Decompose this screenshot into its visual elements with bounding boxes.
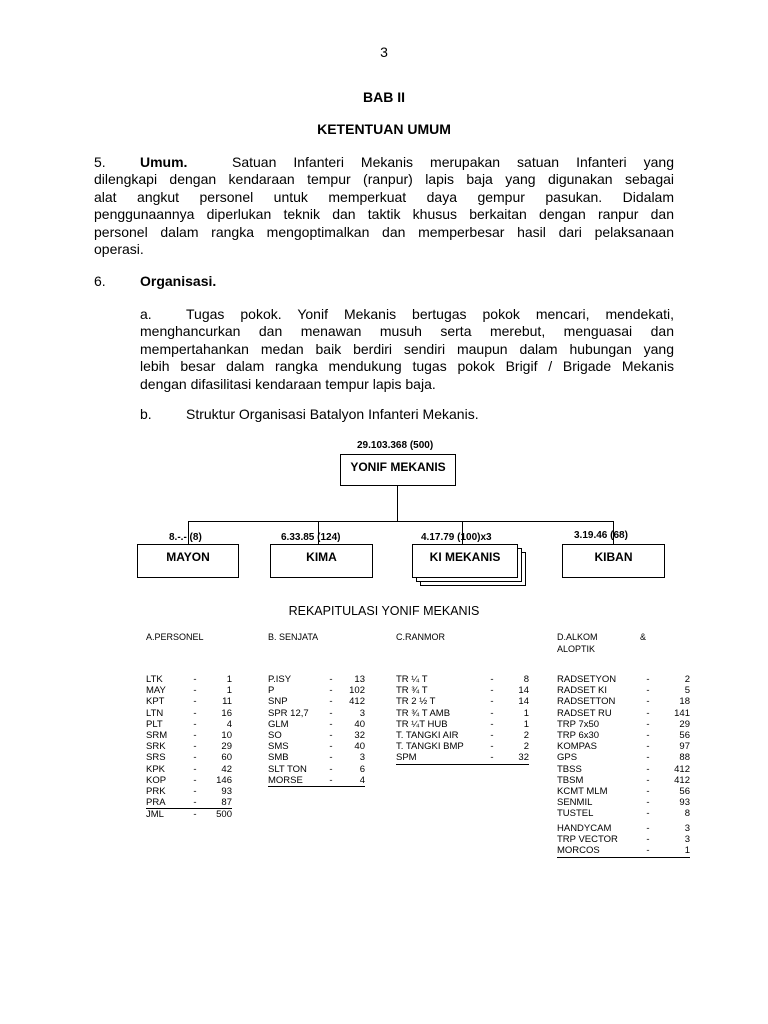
item-separator: - bbox=[646, 674, 650, 685]
section-6a-line: mempertahankan medan baik berdiri sendiri maupun dalam hubungan yang bbox=[140, 340, 674, 357]
item-value: 412 bbox=[349, 696, 365, 708]
item-value: 13 bbox=[354, 674, 365, 685]
item-value: 40 bbox=[354, 718, 365, 730]
item-separator: - bbox=[646, 774, 650, 786]
item-separator: - bbox=[646, 786, 650, 798]
item-name: TRP 7x50 bbox=[557, 718, 600, 730]
item-name: KCMT MLM bbox=[557, 786, 608, 798]
item-value: 2 bbox=[523, 741, 529, 753]
item-separator: - bbox=[329, 730, 333, 742]
item-name: TR ¾ T bbox=[396, 685, 428, 697]
table-row bbox=[268, 775, 365, 787]
alkom-table bbox=[557, 674, 690, 820]
item-separator: - bbox=[329, 718, 333, 730]
item-name: JML bbox=[146, 809, 164, 821]
item-separator: - bbox=[329, 741, 333, 753]
unit-box-mayon bbox=[137, 544, 239, 578]
item-name: T. TANGKI BMP bbox=[396, 741, 464, 753]
unit-label: KI MEKANIS bbox=[429, 550, 501, 564]
item-separator: - bbox=[490, 730, 494, 742]
item-name: T. TANGKI AIR bbox=[396, 730, 459, 742]
table-row bbox=[146, 764, 232, 775]
item-value: 8 bbox=[523, 674, 529, 685]
item-separator: - bbox=[329, 707, 333, 719]
item-name: P.ISY bbox=[268, 674, 292, 685]
item-separator: - bbox=[646, 741, 650, 753]
item-value: 102 bbox=[349, 685, 365, 697]
section-6b-text: Struktur Organisasi Batalyon Infanteri Mekanis. bbox=[186, 406, 479, 422]
item-value: 1 bbox=[523, 718, 529, 730]
item-value: 10 bbox=[221, 730, 232, 742]
item-value: 97 bbox=[679, 741, 690, 753]
section-5-line: Satuan Infanteri Mekanis merupakan satuan Infanteri yang bbox=[232, 154, 674, 170]
table-row bbox=[396, 685, 529, 696]
section-5-line: personel dalam rangka mengoptimalkan dan memperbesar hasil dari pelaksanaan bbox=[94, 223, 674, 240]
item-value: 1 bbox=[226, 685, 232, 697]
section-5-line: dilengkapi dengan kendaraan tempur (ranpur) lapis baja yang digunakan sebagai bbox=[94, 171, 674, 188]
item-name: TUSTEL bbox=[557, 808, 594, 820]
item-separator: - bbox=[193, 809, 197, 821]
item-value: 87 bbox=[200, 797, 232, 809]
table-row bbox=[396, 752, 529, 764]
item-value: 16 bbox=[221, 707, 232, 719]
item-separator: - bbox=[193, 786, 197, 798]
item-value: 93 bbox=[679, 797, 690, 809]
item-value: 14 bbox=[518, 685, 529, 697]
unit-label: KIBAN bbox=[594, 550, 633, 564]
item-separator: - bbox=[193, 707, 197, 719]
item-value: 1 bbox=[226, 674, 232, 685]
item-value: 93 bbox=[221, 786, 232, 798]
item-value: 412 bbox=[674, 763, 690, 775]
item-name: RADSET RU bbox=[557, 707, 612, 719]
section-5-line: penggunaannya diperlukan teknik dan taktik khusus berkaitan dengan ranpur dan bbox=[94, 206, 674, 223]
senjata-table bbox=[268, 674, 365, 787]
table-row bbox=[557, 797, 690, 808]
section-6a-line: dengan difasilitasi kendaraan tempur lapis baja. bbox=[140, 375, 436, 392]
item-value: 3 bbox=[684, 823, 690, 834]
section-5 bbox=[94, 154, 674, 258]
item-name: LTK bbox=[146, 674, 163, 685]
table-row bbox=[268, 719, 365, 730]
table-row bbox=[146, 809, 232, 821]
item-separator: - bbox=[643, 845, 653, 857]
item-name: RADSETTON bbox=[557, 696, 616, 708]
item-separator: - bbox=[193, 774, 197, 786]
table-row bbox=[557, 674, 690, 685]
item-value: 500 bbox=[216, 809, 232, 821]
table-row bbox=[396, 696, 529, 707]
item-value: 29 bbox=[221, 741, 232, 753]
item-separator: - bbox=[193, 730, 197, 742]
senjata-header: B. SENJATA bbox=[268, 632, 319, 642]
item-value: 1 bbox=[523, 707, 529, 719]
table-row bbox=[557, 808, 690, 819]
table-row bbox=[557, 685, 690, 696]
item-separator: - bbox=[490, 696, 494, 708]
item-value: 60 bbox=[221, 752, 232, 764]
unit-strength: 8.-.- (8) bbox=[169, 532, 202, 543]
item-separator: - bbox=[646, 823, 650, 834]
item-value: 5 bbox=[684, 685, 690, 697]
item-name: PRA bbox=[146, 797, 190, 809]
item-separator: - bbox=[193, 752, 197, 764]
item-name: TRP 6x30 bbox=[557, 730, 600, 742]
item-value: 2 bbox=[684, 674, 690, 685]
table-row bbox=[146, 752, 232, 763]
unit-strength: 4.17.79 (100)x3 bbox=[421, 532, 492, 543]
item-value: 18 bbox=[679, 696, 690, 708]
table-row bbox=[396, 708, 529, 719]
section-5-title: Umum. bbox=[140, 154, 188, 170]
item-value: 11 bbox=[222, 696, 232, 708]
org-connector bbox=[397, 486, 398, 522]
item-separator: - bbox=[646, 696, 650, 708]
item-name: TR ¾ T AMB bbox=[396, 707, 451, 719]
section-6b bbox=[140, 406, 674, 423]
item-name: GPS bbox=[557, 752, 578, 764]
item-name: TBSS bbox=[557, 763, 582, 775]
item-separator: - bbox=[193, 696, 197, 708]
item-name: SMS bbox=[268, 741, 289, 753]
item-name: SPR 12,7 bbox=[268, 707, 309, 719]
unit-box-kiban bbox=[562, 544, 665, 578]
unit-box-kima bbox=[270, 544, 373, 578]
table-row bbox=[557, 752, 690, 763]
section-6a-line: lebih besar dalam rangka mendukung tugas pokok Brigif / Brigade Mekanis bbox=[140, 358, 674, 375]
item-value: 14 bbox=[518, 696, 529, 708]
item-separator: - bbox=[646, 707, 650, 719]
table-row bbox=[268, 741, 365, 752]
table-row bbox=[268, 764, 365, 775]
item-name: SENMIL bbox=[557, 797, 593, 809]
item-separator: - bbox=[329, 763, 333, 775]
table-row bbox=[146, 741, 232, 752]
item-value: 29 bbox=[679, 718, 690, 730]
table-row bbox=[146, 719, 232, 730]
item-name: TR ¼ T bbox=[396, 674, 428, 685]
item-name: SLT TON bbox=[268, 763, 307, 775]
item-name: KPK bbox=[146, 763, 166, 775]
item-value: 6 bbox=[359, 763, 365, 775]
item-name: KOP bbox=[146, 774, 167, 786]
item-separator: - bbox=[190, 797, 200, 809]
table-row bbox=[268, 752, 365, 763]
item-separator: - bbox=[193, 685, 197, 697]
item-name: PRK bbox=[146, 786, 166, 798]
item-separator: - bbox=[193, 763, 197, 775]
alkom-header-line2: ALOPTIK bbox=[557, 644, 596, 654]
item-name: RADSET KI bbox=[557, 685, 607, 697]
item-name: SO bbox=[268, 730, 282, 742]
item-separator: - bbox=[329, 674, 333, 685]
table-row bbox=[268, 730, 365, 741]
table-row bbox=[146, 797, 232, 809]
section-6a-line: Tugas pokok. Yonif Mekanis bertugas pokok mencari, mendekati, bbox=[186, 306, 674, 322]
table-row bbox=[557, 834, 690, 845]
item-separator: - bbox=[193, 741, 197, 753]
section-6b-label: b. bbox=[140, 406, 152, 422]
chapter-title: KETENTUAN UMUM bbox=[317, 121, 451, 137]
unit-label: KIMA bbox=[306, 550, 337, 564]
item-value: 3 bbox=[359, 752, 365, 764]
item-separator: - bbox=[490, 685, 494, 697]
unit-box-ki-mekanis bbox=[412, 544, 518, 578]
personel-table bbox=[146, 674, 232, 821]
table-row bbox=[146, 786, 232, 797]
item-name: SRK bbox=[146, 741, 166, 753]
table-row bbox=[268, 685, 365, 696]
table-row bbox=[146, 674, 232, 685]
unit-strength: 3.19.46 (68) bbox=[574, 530, 628, 541]
item-value: 56 bbox=[679, 786, 690, 798]
item-name: SMB bbox=[268, 752, 289, 764]
item-value: 40 bbox=[354, 741, 365, 753]
item-name: SRS bbox=[146, 752, 166, 764]
item-separator: - bbox=[490, 741, 494, 753]
item-value: 3 bbox=[359, 707, 365, 719]
top-unit-strength: 29.103.368 (500) bbox=[357, 440, 434, 451]
item-separator: - bbox=[646, 718, 650, 730]
org-connector bbox=[188, 521, 614, 522]
section-6a bbox=[140, 306, 674, 393]
item-value: 88 bbox=[679, 752, 690, 764]
alkom-table-2 bbox=[557, 823, 690, 858]
item-value: 1 bbox=[653, 845, 690, 857]
item-name: TR 2 ½ T bbox=[396, 696, 436, 708]
table-row bbox=[557, 775, 690, 786]
table-row bbox=[557, 845, 690, 857]
section-6-title: Organisasi. bbox=[140, 273, 217, 289]
item-separator: - bbox=[646, 685, 650, 697]
item-value: 146 bbox=[216, 774, 232, 786]
item-separator: - bbox=[329, 696, 333, 708]
table-row bbox=[557, 741, 690, 752]
unit-label: MAYON bbox=[166, 550, 210, 564]
chapter-heading: BAB II bbox=[363, 89, 405, 105]
item-name: P bbox=[268, 685, 275, 697]
table-row bbox=[396, 674, 529, 685]
table-row bbox=[557, 786, 690, 797]
item-value: 42 bbox=[221, 763, 232, 775]
item-name: TRP VECTOR bbox=[557, 834, 618, 846]
table-row bbox=[396, 730, 529, 741]
item-value: 4 bbox=[226, 718, 232, 730]
item-separator: - bbox=[329, 752, 333, 764]
item-value: 2 bbox=[523, 730, 529, 742]
item-separator: - bbox=[646, 730, 650, 742]
item-name: MORCOS bbox=[557, 845, 643, 857]
table-row bbox=[146, 685, 232, 696]
table-row bbox=[557, 823, 690, 834]
table-row bbox=[146, 708, 232, 719]
table-row bbox=[557, 708, 690, 719]
item-name: PLT bbox=[146, 718, 163, 730]
table-row bbox=[557, 764, 690, 775]
item-separator: - bbox=[646, 797, 650, 809]
ranmor-header: C.RANMOR bbox=[396, 632, 445, 642]
top-unit-label: YONIF MEKANIS bbox=[350, 460, 446, 474]
table-row bbox=[396, 719, 529, 730]
section-6a-line: menghancurkan dan menawan musuh serta merebut, menguasai dan bbox=[140, 323, 674, 340]
item-value: 32 bbox=[498, 752, 529, 764]
table-row bbox=[557, 696, 690, 707]
table-row bbox=[268, 696, 365, 707]
table-row bbox=[268, 708, 365, 719]
item-separator: - bbox=[329, 685, 333, 697]
alkom-header: D.ALKOM bbox=[557, 632, 598, 642]
item-value: 3 bbox=[684, 834, 690, 846]
item-value: 412 bbox=[674, 774, 690, 786]
item-name: SRM bbox=[146, 730, 168, 742]
table-row bbox=[557, 719, 690, 730]
table-row bbox=[268, 674, 365, 685]
ranmor-table bbox=[396, 674, 529, 765]
item-name: HANDYCAM bbox=[557, 823, 612, 834]
item-separator: - bbox=[326, 775, 336, 787]
recap-title: REKAPITULASI YONIF MEKANIS bbox=[288, 604, 480, 618]
item-separator: - bbox=[490, 718, 494, 730]
item-value: 4 bbox=[336, 775, 365, 787]
item-separator: - bbox=[646, 763, 650, 775]
item-separator: - bbox=[490, 674, 494, 685]
item-separator: - bbox=[646, 808, 650, 820]
item-separator: - bbox=[193, 674, 197, 685]
section-6a-label: a. bbox=[140, 306, 152, 322]
item-separator: - bbox=[193, 718, 197, 730]
table-row bbox=[146, 696, 232, 707]
table-row bbox=[146, 775, 232, 786]
item-name: TR ¼T HUB bbox=[396, 718, 448, 730]
item-name: MORSE bbox=[268, 775, 326, 787]
item-separator: - bbox=[646, 752, 650, 764]
unit-strength: 6.33.85 (124) bbox=[281, 532, 341, 543]
table-row bbox=[557, 730, 690, 741]
item-name: LTN bbox=[146, 707, 164, 719]
personel-header: A.PERSONEL bbox=[146, 632, 204, 642]
item-separator: - bbox=[646, 834, 650, 846]
table-row bbox=[146, 730, 232, 741]
top-unit-box bbox=[340, 454, 456, 486]
page-number: 3 bbox=[380, 44, 388, 60]
item-name: MAY bbox=[146, 685, 166, 697]
item-name: RADSETYON bbox=[557, 674, 617, 685]
section-5-number: 5. bbox=[94, 154, 106, 170]
item-value: 56 bbox=[679, 730, 690, 742]
item-value: 141 bbox=[674, 707, 690, 719]
item-name: GLM bbox=[268, 718, 289, 730]
item-separator: - bbox=[486, 752, 498, 764]
item-name: KOMPAS bbox=[557, 741, 597, 753]
item-name: KPT bbox=[146, 696, 165, 708]
section-5-line: alat angkut personel untuk memperkuat daya gempur pasukan. Didalam bbox=[94, 188, 674, 205]
section-6-heading bbox=[94, 273, 674, 290]
item-value: 32 bbox=[354, 730, 365, 742]
table-row bbox=[396, 741, 529, 752]
item-name: TBSM bbox=[557, 774, 584, 786]
item-separator: - bbox=[490, 707, 494, 719]
item-name: SPM bbox=[396, 752, 486, 764]
alkom-header-amp: & bbox=[640, 632, 647, 642]
item-value: 8 bbox=[684, 808, 690, 820]
section-6-number: 6. bbox=[94, 273, 106, 289]
section-5-line: operasi. bbox=[94, 241, 144, 258]
item-name: SNP bbox=[268, 696, 288, 708]
